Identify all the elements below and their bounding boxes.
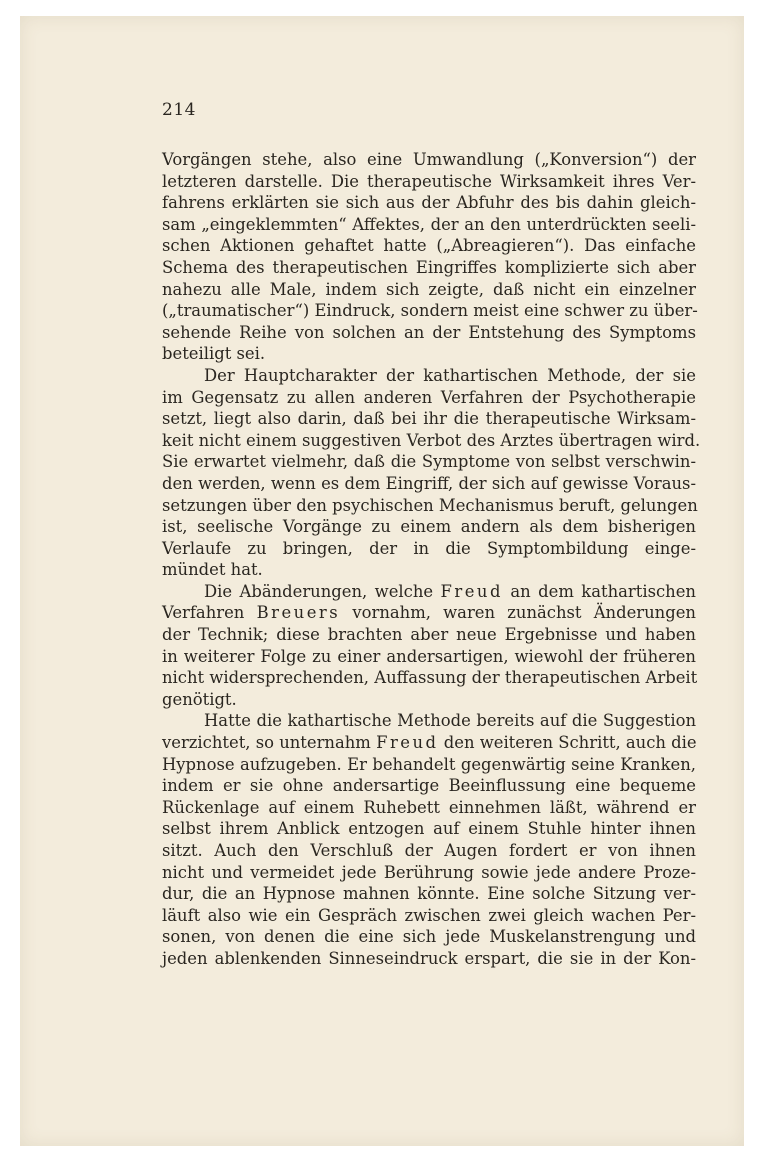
text-line: sehende Reihe von solchen an der Entstehung des Symptoms [162,322,696,342]
author-name: Freud [376,733,439,753]
text-line: Der Hauptcharakter der kathartischen Methode, der sie [204,365,696,385]
text-line: läuft also wie ein Gespräch zwischen zwei gleich wachen Per- [162,905,696,925]
text-line: Vorgängen stehe, also eine Umwandlung („Konversion“) der [162,150,696,169]
text-line: selbst ihrem Anblick entzogen auf einem Stuhle hinter ihnen [162,819,696,839]
text-line: Rückenlage auf einem Ruhebett einnehmen läßt, während er [162,797,696,817]
text-run: verzichtet, so unternahm [162,733,377,753]
text-line: mündet hat. [162,560,263,580]
text-line: sitzt. Auch den Verschluß der Augen fordert er von ihnen [162,841,696,860]
text-line: den werden, wenn es dem Eingriff, der sich auf gewisse Voraus- [162,473,696,493]
author-name: Breuers [256,603,341,623]
paragraph [162,149,696,365]
text-run: Verfahren [162,603,257,623]
text-line: der Technik; diese brachten aber neue Ergebnisse und haben [162,625,696,645]
body-text [162,149,701,970]
text-line: im Gegensatz zu allen anderen Verfahren der Psychotherapie [162,387,696,407]
text-line: genötigt. [162,689,237,709]
text-line: jeden ablenkenden Sinneseindruck erspart, die sie in der Kon- [162,948,696,968]
text-line: schen Aktionen gehaftet hatte („Abreagieren“). Das einfache [162,236,696,256]
author-name: Freud [440,581,503,601]
text-line: indem er sie ohne andersartige Beeinflussung eine bequeme [162,776,696,796]
text-run: Die Abänderungen, welche [204,581,441,601]
paragraph [162,365,701,581]
text-line: ist, seelische Vorgänge zu einem andern als dem bisherigen [162,517,696,537]
text-line: („traumatischer“) Eindruck, sondern meist eine schwer zu über- [162,301,698,321]
text-line: Hatte die kathartische Methode bereits auf die Suggestion [204,711,696,731]
text-line: beteiligt sei. [162,344,266,364]
text-line: sonen, von denen die eine sich jede Muskelanstrengung und [162,927,696,947]
text-line: fahrens erklärten sie sich aus der Abfuhr des bis dahin gleich- [162,193,696,213]
text-line: nicht widersprechenden, Auffassung der therapeutischen Arbeit [162,668,698,688]
text-run: vornahm, waren zunächst Änderungen [340,603,696,623]
paragraph [162,581,696,711]
text-line: Schema des therapeutischen Eingriffes komplizierte sich aber [162,257,696,277]
text-line: Verlaufe zu bringen, der in die Symptombildung einge- [162,538,696,558]
text-line [162,602,696,624]
text-line: Hypnose aufzugeben. Er behandelt gegenwärtig seine Kranken, [162,754,696,774]
text-line [162,581,696,603]
text-line: setzungen über den psychischen Mechanismus beruft, gelungen [162,495,698,515]
text-line: dur, die an Hypnose mahnen könnte. Eine solche Sitzung ver- [162,884,696,904]
text-line: setzt, liegt also darin, daß bei ihr die therapeutische Wirksam- [162,409,696,429]
page-number: 214 [162,100,196,120]
text-line: Sie erwartet vielmehr, daß die Symptome von selbst verschwin- [162,452,696,472]
text-line: nahezu alle Male, indem sich zeigte, daß nicht ein einzelner [162,279,696,299]
paragraph [162,710,696,969]
text-run: an dem kathartischen [502,581,696,601]
text-line: nicht und vermeidet jede Berührung sowie jede andere Proze- [162,862,696,882]
text-line: in weiterer Folge zu einer andersartigen, wiewohl der früheren [162,646,696,666]
text-line [162,732,696,754]
text-line: keit nicht einem suggestiven Verbot des Arztes übertragen wird. [162,430,701,450]
text-line: sam „eingeklemmten“ Affektes, der an den unterdrückten seeli- [162,214,696,234]
text-run: den weiteren Schritt, auch die [438,733,697,753]
text-line: letzteren darstelle. Die therapeutische Wirksamkeit ihres Ver- [162,171,696,191]
